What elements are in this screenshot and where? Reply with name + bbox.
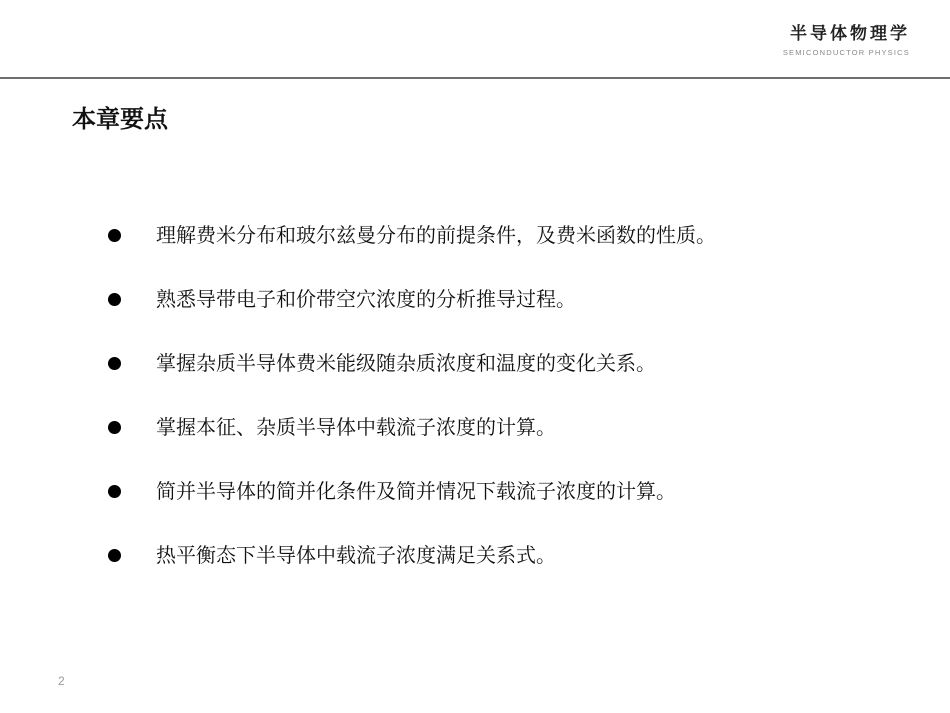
list-item [108, 222, 928, 286]
list-item [108, 414, 928, 478]
bullet-icon [108, 421, 121, 434]
point-text: 热平衡态下半导体中载流子浓度满足关系式。 [156, 543, 556, 567]
header-divider [0, 77, 950, 79]
bullet-icon [108, 357, 121, 370]
brand-title: 半导体物理学 [790, 24, 910, 44]
point-text: 熟悉导带电子和价带空穴浓度的分析推导过程。 [156, 287, 576, 311]
list-item [108, 542, 928, 606]
list-item [108, 286, 928, 350]
point-text: 简并半导体的简并化条件及简并情况下载流子浓度的计算。 [156, 479, 676, 503]
page-title: 本章要点 [72, 105, 168, 133]
key-points-list [108, 222, 928, 606]
point-text: 掌握本征、杂质半导体中载流子浓度的计算。 [156, 415, 556, 439]
header-brand [760, 24, 910, 57]
point-text: 掌握杂质半导体费米能级随杂质浓度和温度的变化关系。 [156, 351, 656, 375]
list-item [108, 350, 928, 414]
list-item [108, 478, 928, 542]
brand-subtitle: SEMICONDUCTOR PHYSICS [782, 48, 910, 57]
bullet-icon [108, 485, 121, 498]
point-text: 理解费米分布和玻尔兹曼分布的前提条件，及费米函数的性质。 [156, 223, 716, 247]
bullet-icon [108, 229, 121, 242]
bullet-icon [108, 293, 121, 306]
page-number: 2 [58, 674, 65, 688]
bullet-icon [108, 549, 121, 562]
